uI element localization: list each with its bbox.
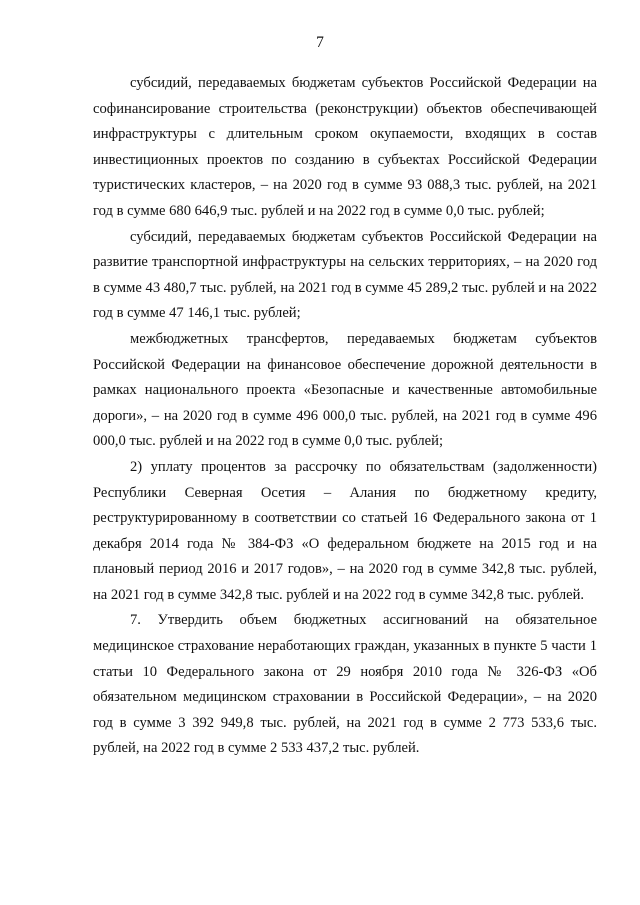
paragraph-road-transfers: межбюджетных трансфертов, передаваемых бюджетам субъектов Российской Федерации на финансовое обеспечение дорожной деятельности в рамках национального проекта «Безопасные и качественные автомобильные дороги», – на 2020 год в сумме 496 000,0 тыс. рублей, на 2021 год в сумме 496 000,0 тыс. рублей и на 2022 год в сумме 0,0 тыс. рублей; (93, 330, 597, 450)
page-number: 7 (316, 34, 324, 51)
paragraph-tourism-subsidies: субсидий, передаваемых бюджетам субъектов Российской Федерации на софинансирование строительства (реконструкции) объектов обеспечивающей инфраструктуры с длительным сроком окупаемости, входящих в состав инвестиционных проектов по созданию в субъектах Российской Федерации туристических кластеров, – на 2020 год в сумме 93 088,3 тыс. рублей, на 2021 год в сумме 680 646,9 тыс. рублей и на 2022 год в сумме 0,0 тыс. рублей; (93, 75, 597, 219)
paragraph-rural-transport-subsidies: субсидий, передаваемых бюджетам субъектов Российской Федерации на развитие транспортной инфраструктуры на сельских территориях, – на 2020 год в сумме 43 480,7 тыс. рублей, на 2021 год в сумме 45 289,2 тыс. рублей и на 2022 год в сумме 47 146,1 тыс. рублей; (93, 228, 597, 322)
paragraph-north-ossetia-interest: 2) уплату процентов за рассрочку по обязательствам (задолженности) Республики Северная Осетия – Алания по бюджетному кредиту, реструктурированному в соответствии со статьей 16 Федерального закона от 1 декабря 2014 года № 384-ФЗ «О федеральном бюджете на 2015 год и на плановый период 2016 и 2017 годов», – на 2020 год в сумме 342,8 тыс. рублей, на 2021 год в сумме 342,8 тыс. рублей и на 2022 год в сумме 342,8 тыс. рублей. (93, 458, 597, 603)
document-body (93, 71, 597, 762)
paragraph-medical-insurance: 7. Утвердить объем бюджетных ассигнований на обязательное медицинское страхование неработающих граждан, указанных в пункте 5 части 1 статьи 10 Федерального закона от 29 ноября 2010 года № 326-ФЗ «Об обязательном медицинском страховании в Российской Федерации», – на 2020 год в сумме 3 392 949,8 тыс. рублей, на 2021 год в сумме 2 773 533,6 тыс. рублей, на 2022 год в сумме 2 533 437,2 тыс. рублей. (93, 612, 597, 757)
